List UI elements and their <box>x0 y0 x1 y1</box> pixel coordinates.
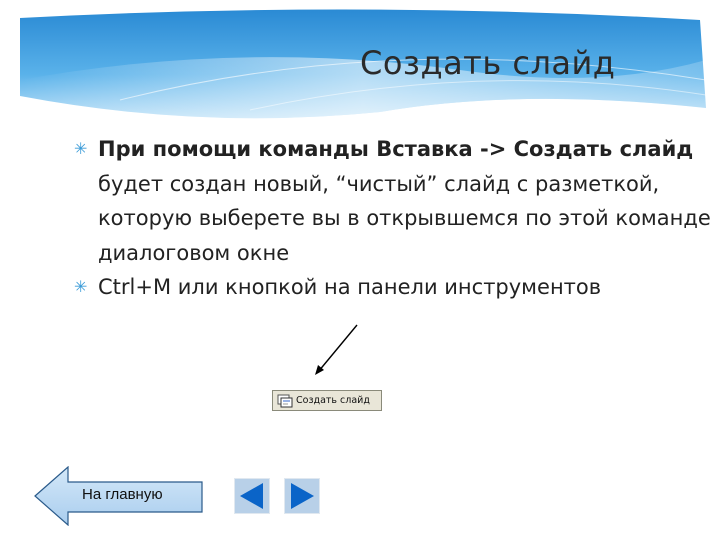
pointer-arrow-icon <box>312 322 362 376</box>
next-slide-button[interactable] <box>284 478 320 514</box>
bullet-list <box>74 132 714 305</box>
bullet-shortcut-text: Ctrl+M или кнопкой на панели инструментов <box>98 275 602 299</box>
asterisk-bullet-icon: ✳ <box>74 277 88 296</box>
bullet-item-shortcut <box>74 270 714 305</box>
triangle-left-icon <box>235 479 269 513</box>
previous-slide-button[interactable] <box>234 478 270 514</box>
bullet-item-insert-command <box>74 132 714 270</box>
home-button-label: На главную <box>82 486 163 503</box>
triangle-right-icon <box>285 479 319 513</box>
new-slide-toolbar-button[interactable] <box>272 390 382 411</box>
asterisk-bullet-icon: ✳ <box>74 139 88 158</box>
bullet-description-text: будет создан новый, “чистый” слайд с разметкой, которую выберете вы в открывшемся по этой команде диалоговом окне <box>98 171 711 265</box>
new-slide-button-label: Создать слайд <box>296 395 370 406</box>
new-slide-icon <box>277 394 293 408</box>
bullet-command-text: При помощи команды Вставка -> Создать слайд <box>98 137 694 161</box>
slide-title: Создать слайд <box>360 44 616 82</box>
